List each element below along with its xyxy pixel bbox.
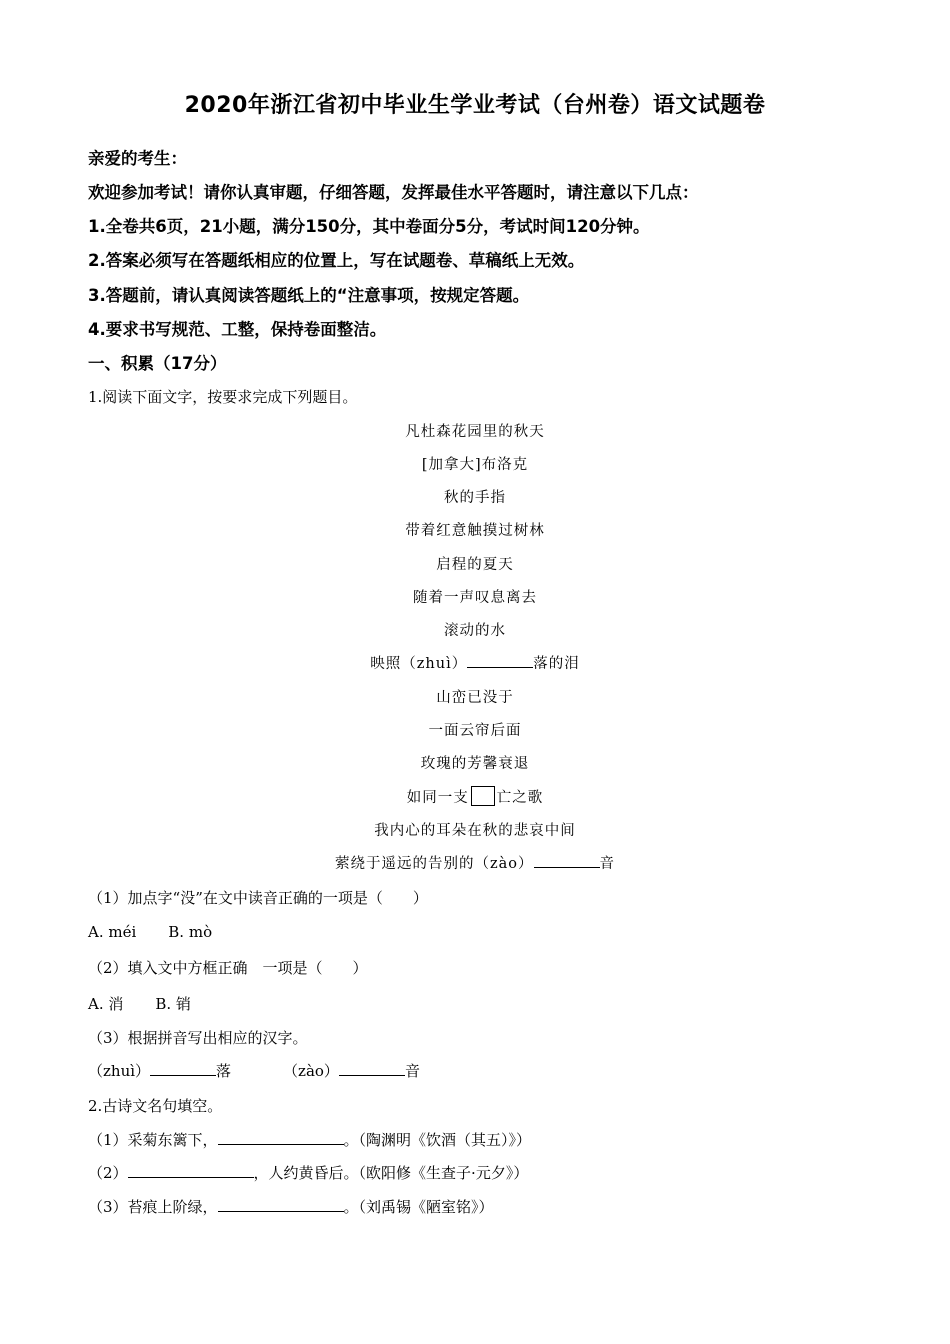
- poem-line: 带着红意触摸过树林: [405, 523, 545, 539]
- subquestion-1: （1）加点字“没”在文中读音正确的一项是（ ）: [88, 889, 428, 907]
- poem-line: 一面云帘后面: [428, 723, 522, 739]
- poetry-text: 。（陶渊明《饮酒（其五）》）: [343, 1131, 532, 1149]
- poem-line-text: 映照（zhuì）: [370, 656, 468, 672]
- subquestion-3-blanks: [88, 1060, 420, 1081]
- option-b[interactable]: B. 销: [155, 995, 191, 1013]
- fill-blank[interactable]: [218, 1130, 344, 1145]
- fill-blank[interactable]: [128, 1163, 254, 1178]
- subquestion-3: （3）根据拼音写出相应的汉字。: [88, 1029, 308, 1047]
- poem-author: [加拿大]布洛克: [421, 457, 529, 473]
- poem-line: 秋的手指: [444, 490, 506, 506]
- poem-line: 玫瑰的芳馨衰退: [420, 756, 530, 772]
- option-a[interactable]: A. méi: [88, 923, 137, 941]
- instruction-item-1: 1.全卷共6页，21小题，满分150分，其中卷面分5分，考试时间120分钟。: [88, 217, 650, 236]
- poetry-fill-2: [88, 1162, 528, 1183]
- fill-suffix: 落: [216, 1062, 232, 1080]
- poem-line-with-blank: [0, 852, 950, 873]
- poem-line: 随着一声叹息离去: [413, 590, 537, 606]
- fill-blank[interactable]: [467, 653, 533, 668]
- poetry-text: （1）采菊东篱下，: [88, 1131, 218, 1149]
- fill-blank[interactable]: [218, 1197, 344, 1212]
- poem-line-text: 音: [599, 856, 615, 872]
- instruction-item-3: 3.答题前，请认真阅读答题纸上的“注意事项，按规定答题。: [88, 286, 530, 305]
- poetry-fill-3: [88, 1196, 494, 1217]
- fill-blank[interactable]: [339, 1061, 405, 1076]
- poetry-text: ，人约黄昏后。（欧阳修《生查子·元夕》）: [253, 1164, 529, 1182]
- section-heading: 一、积累（17分）: [88, 354, 227, 373]
- poetry-text: （3）苔痕上阶绿，: [88, 1198, 218, 1216]
- poem-line: 山峦已没于: [436, 690, 514, 706]
- greeting: 亲爱的考生：: [88, 149, 187, 168]
- poem-line-text: 亡之歌: [496, 790, 544, 806]
- poem-line-text: 萦绕于遥远的告别的（zào）: [334, 856, 534, 872]
- poem-line-text: 落的泪: [533, 656, 580, 672]
- fill-blank[interactable]: [534, 853, 600, 868]
- option-a[interactable]: A. 消: [88, 995, 124, 1013]
- poetry-text: 。（刘禹锡《陋室铭》）: [343, 1198, 494, 1216]
- fill-blank[interactable]: [150, 1061, 216, 1076]
- poem-line-text: 如同一支: [406, 790, 469, 806]
- pinyin-label: （zhuì）: [88, 1062, 151, 1080]
- question-1-prompt: 1.阅读下面文字，按要求完成下列题目。: [88, 388, 358, 406]
- instruction-item-2: 2.答案必须写在答题纸相应的位置上，写在试题卷、草稿纸上无效。: [88, 251, 585, 270]
- instruction-item-4: 4.要求书写规范、工整，保持卷面整洁。: [88, 320, 387, 339]
- pinyin-label: （zào）: [283, 1062, 339, 1080]
- answer-box[interactable]: [471, 786, 495, 806]
- option-b[interactable]: B. mò: [168, 923, 213, 941]
- subquestion-1-options: [88, 923, 212, 941]
- poem-line: 我内心的耳朵在秋的悲哀中间: [374, 823, 576, 839]
- subquestion-2-options: [88, 993, 191, 1014]
- poem-line: 启程的夏天: [436, 557, 514, 573]
- fill-suffix: 音: [404, 1062, 420, 1080]
- welcome-text: 欢迎参加考试！请你认真审题，仔细答题，发挥最佳水平答题时，请注意以下几点：: [88, 183, 699, 202]
- subquestion-2: （2）填入文中方框正确 一项是（ ）: [88, 959, 368, 977]
- page-title: 2020年浙江省初中毕业生学业考试（台州卷）语文试题卷: [184, 93, 766, 118]
- poem-line-with-box: [0, 786, 950, 807]
- question-2-prompt: 2.古诗文名句填空。: [88, 1097, 223, 1115]
- poem-line: 滚动的水: [444, 623, 506, 639]
- poetry-text: （2）: [88, 1164, 128, 1182]
- poem-line-with-blank: [0, 652, 950, 673]
- poem-title: 凡杜森花园里的秋天: [405, 424, 545, 440]
- poetry-fill-1: [88, 1129, 531, 1150]
